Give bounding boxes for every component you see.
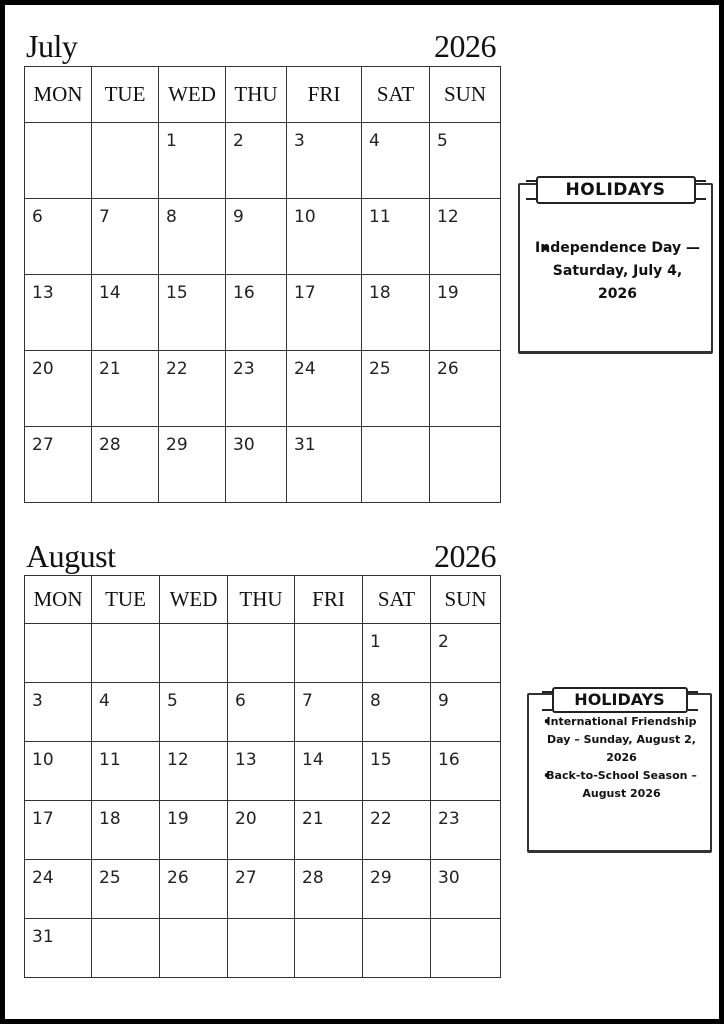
week-row [25,427,501,503]
day-cell [92,742,160,801]
empty-day-cell [160,919,228,978]
holiday-item: • Independence Day — Saturday, July 4, 2026 [534,237,701,306]
empty-day-cell [25,123,92,199]
day-number: 5 [437,131,448,151]
day-number: 24 [32,868,54,888]
week-row [25,123,501,199]
day-number [430,427,500,435]
week-row [25,919,501,978]
holiday-item: • Back-to-School Season – August 2026 [541,767,702,803]
day-cell [430,351,501,427]
holidays-banner [536,176,696,204]
weekday-header-tue: TUE [92,67,159,123]
day-number: 22 [166,359,188,379]
day-cell [430,199,501,275]
day-number [160,624,227,632]
day-number [25,624,91,632]
day-number: 4 [99,691,110,711]
day-number: 18 [369,283,391,303]
day-number: 16 [438,750,460,770]
day-cell [25,427,92,503]
weekday-header-wed: WED [160,576,228,624]
day-number: 17 [294,283,316,303]
empty-day-cell [362,427,430,503]
month-year: 2026 [434,28,496,64]
weekday-header-sat: SAT [363,576,431,624]
day-number: 17 [32,809,54,829]
month-name: July [26,28,78,64]
day-cell [287,351,362,427]
day-cell [431,683,501,742]
day-cell [431,801,501,860]
day-cell [228,683,295,742]
day-number: 1 [370,632,381,652]
empty-day-cell [92,123,159,199]
day-number [295,919,362,927]
day-number: 8 [370,691,381,711]
empty-day-cell [160,624,228,683]
banner-ribbon-left [526,180,536,200]
banner-ribbon-right [688,691,698,711]
day-cell [287,199,362,275]
week-row [25,275,501,351]
day-cell [228,801,295,860]
day-number: 9 [233,207,244,227]
day-cell [159,427,226,503]
day-cell [431,624,501,683]
day-cell [362,123,430,199]
day-number: 20 [235,809,257,829]
day-cell [92,801,160,860]
day-number: 10 [32,750,54,770]
day-number: 26 [167,868,189,888]
day-cell [25,275,92,351]
day-number: 5 [167,691,178,711]
day-number [25,123,91,131]
day-number: 3 [294,131,305,151]
day-cell [287,427,362,503]
holidays-title: HOLIDAYS [565,180,666,200]
day-cell [160,683,228,742]
holidays-title: HOLIDAYS [574,690,665,709]
weekday-header-sun: SUN [430,67,501,123]
day-cell [226,275,287,351]
day-number: 2 [233,131,244,151]
day-cell [92,683,160,742]
day-number: 31 [294,435,316,455]
day-cell [295,742,363,801]
month-name: August [26,538,116,574]
week-row [25,351,501,427]
day-number: 30 [438,868,460,888]
day-number: 7 [302,691,313,711]
day-cell [287,275,362,351]
weekday-header-thu: THU [226,67,287,123]
banner-ribbon-left [542,691,552,711]
day-cell [160,742,228,801]
day-cell [363,624,431,683]
day-number: 26 [437,359,459,379]
day-number: 19 [167,809,189,829]
banner-ribbon-right [696,180,706,200]
day-cell [431,742,501,801]
holidays-box-august [527,690,712,853]
day-cell [92,351,159,427]
day-cell [226,123,287,199]
day-number: 25 [99,868,121,888]
day-cell [363,860,431,919]
day-number: 16 [233,283,255,303]
day-cell [92,860,160,919]
day-number [228,624,294,632]
day-number: 7 [99,207,110,227]
day-cell [362,199,430,275]
day-cell [363,742,431,801]
day-number: 23 [233,359,255,379]
day-cell [363,683,431,742]
day-cell [362,351,430,427]
day-number: 25 [369,359,391,379]
day-number [295,624,362,632]
empty-day-cell [228,624,295,683]
day-number: 23 [438,809,460,829]
day-number: 29 [166,435,188,455]
day-number: 2 [438,632,449,652]
day-number: 14 [302,750,324,770]
day-cell [160,860,228,919]
month-year: 2026 [434,538,496,574]
day-number: 30 [233,435,255,455]
day-cell [287,123,362,199]
weekday-header-fri: FRI [287,67,362,123]
day-number: 21 [99,359,121,379]
day-number: 9 [438,691,449,711]
day-cell [92,275,159,351]
day-number: 12 [437,207,459,227]
empty-day-cell [431,919,501,978]
day-number: 18 [99,809,121,829]
day-cell [159,199,226,275]
empty-day-cell [92,624,160,683]
day-number: 3 [32,691,43,711]
weekday-header-wed: WED [159,67,226,123]
weekday-header-mon: MON [25,576,92,624]
day-number: 29 [370,868,392,888]
day-number: 15 [166,283,188,303]
weekday-header-thu: THU [228,576,295,624]
day-number: 11 [369,207,391,227]
day-number [228,919,294,927]
day-cell [226,351,287,427]
day-number: 6 [32,207,43,227]
month-header-july [26,25,496,65]
holidays-list [534,237,701,306]
calendar-grid-july [24,66,501,503]
day-number: 13 [235,750,257,770]
day-cell [431,860,501,919]
day-number [92,919,159,927]
day-cell [159,123,226,199]
empty-day-cell [25,624,92,683]
week-row [25,860,501,919]
day-cell [25,351,92,427]
day-cell [295,801,363,860]
day-number: 4 [369,131,380,151]
day-cell [92,199,159,275]
holidays-box-july [518,180,713,354]
day-number: 28 [99,435,121,455]
week-row [25,624,501,683]
day-number [431,919,500,927]
month-header-august [26,535,496,575]
day-cell [25,683,92,742]
day-cell [362,275,430,351]
day-number: 11 [99,750,121,770]
empty-day-cell [295,919,363,978]
day-cell [159,351,226,427]
weekday-header-sun: SUN [431,576,501,624]
day-number: 31 [32,927,54,947]
day-number: 1 [166,131,177,151]
weekday-header-fri: FRI [295,576,363,624]
day-number: 13 [32,283,54,303]
day-number [92,123,158,131]
empty-day-cell [430,427,501,503]
day-number [160,919,227,927]
day-cell [25,919,92,978]
empty-day-cell [92,919,160,978]
day-number: 10 [294,207,316,227]
day-cell [295,860,363,919]
weekday-header-sat: SAT [362,67,430,123]
day-number [92,624,159,632]
day-number: 20 [32,359,54,379]
calendar-grid-august [24,575,501,978]
week-row [25,199,501,275]
day-number [363,919,430,927]
calendar-page [5,5,719,1019]
weekday-header-row [25,67,501,123]
day-cell [25,801,92,860]
day-cell [228,742,295,801]
day-cell [363,801,431,860]
day-cell [92,427,159,503]
day-number: 6 [235,691,246,711]
day-number: 21 [302,809,324,829]
weekday-header-tue: TUE [92,576,160,624]
empty-day-cell [228,919,295,978]
day-number [362,427,429,435]
week-row [25,742,501,801]
day-number: 27 [32,435,54,455]
day-number: 19 [437,283,459,303]
day-number: 8 [166,207,177,227]
weekday-header-mon: MON [25,67,92,123]
day-cell [159,275,226,351]
weekday-header-row [25,576,501,624]
holidays-banner [552,687,688,713]
day-number: 14 [99,283,121,303]
holiday-item: • International Friendship Day – Sunday, August 2, 2026 [541,713,702,767]
day-cell [25,742,92,801]
day-cell [25,860,92,919]
day-cell [226,199,287,275]
week-row [25,683,501,742]
day-cell [226,427,287,503]
day-number: 28 [302,868,324,888]
day-number: 15 [370,750,392,770]
day-cell [430,123,501,199]
day-number: 22 [370,809,392,829]
holidays-list [541,713,702,803]
day-cell [430,275,501,351]
day-cell [228,860,295,919]
empty-day-cell [363,919,431,978]
day-number: 24 [294,359,316,379]
day-cell [160,801,228,860]
day-number: 27 [235,868,257,888]
day-number: 12 [167,750,189,770]
day-cell [25,199,92,275]
day-cell [295,683,363,742]
empty-day-cell [295,624,363,683]
week-row [25,801,501,860]
